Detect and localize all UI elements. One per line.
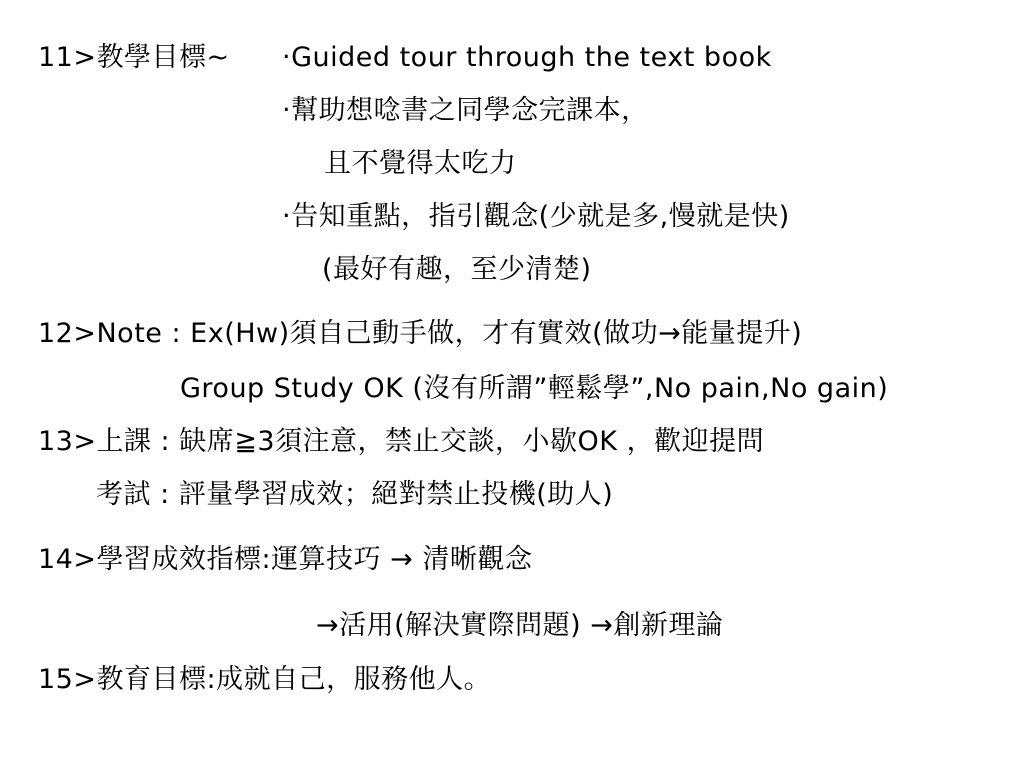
item-15-line-1: 15>教育目標:成就自己，服務他人。 bbox=[38, 664, 492, 695]
item-11-bullet-2-line-2: 且不覺得太吃力 bbox=[324, 148, 517, 179]
item-11-bullet-3-line-1: ‧告知重點，指引觀念(少就是多,慢就是快) bbox=[282, 201, 790, 232]
item-11-bullet-3-line-2: (最好有趣，至少清楚) bbox=[322, 254, 592, 285]
item-13-line-2: 考試 : 評量學習成效；絕對禁止投機(助人) bbox=[96, 479, 614, 510]
item-14-line-1: 14>學習成效指標:運算技巧 → 清晰觀念 bbox=[38, 544, 533, 575]
item-13-line-1: 13>上課 : 缺席≧3須注意，禁止交談，小歇OK ，歡迎提問 bbox=[38, 426, 765, 457]
item-14-line-2: →活用(解決實際問題) →創新理論 bbox=[316, 610, 724, 641]
item-12-line-2: Group Study OK (沒有所謂”輕鬆學”,No pain,No gain) bbox=[180, 373, 889, 404]
item-11-heading: 11>教學目標~ bbox=[38, 42, 230, 73]
item-11-bullet-2-line-1: ‧幫助想唸書之同學念完課本， bbox=[282, 95, 649, 126]
item-11-bullet-1: ‧Guided tour through the text book bbox=[282, 42, 772, 73]
item-12-line-1: 12>Note : Ex(Hw)須自己動手做，才有實效(做功→能量提升) bbox=[38, 318, 803, 349]
